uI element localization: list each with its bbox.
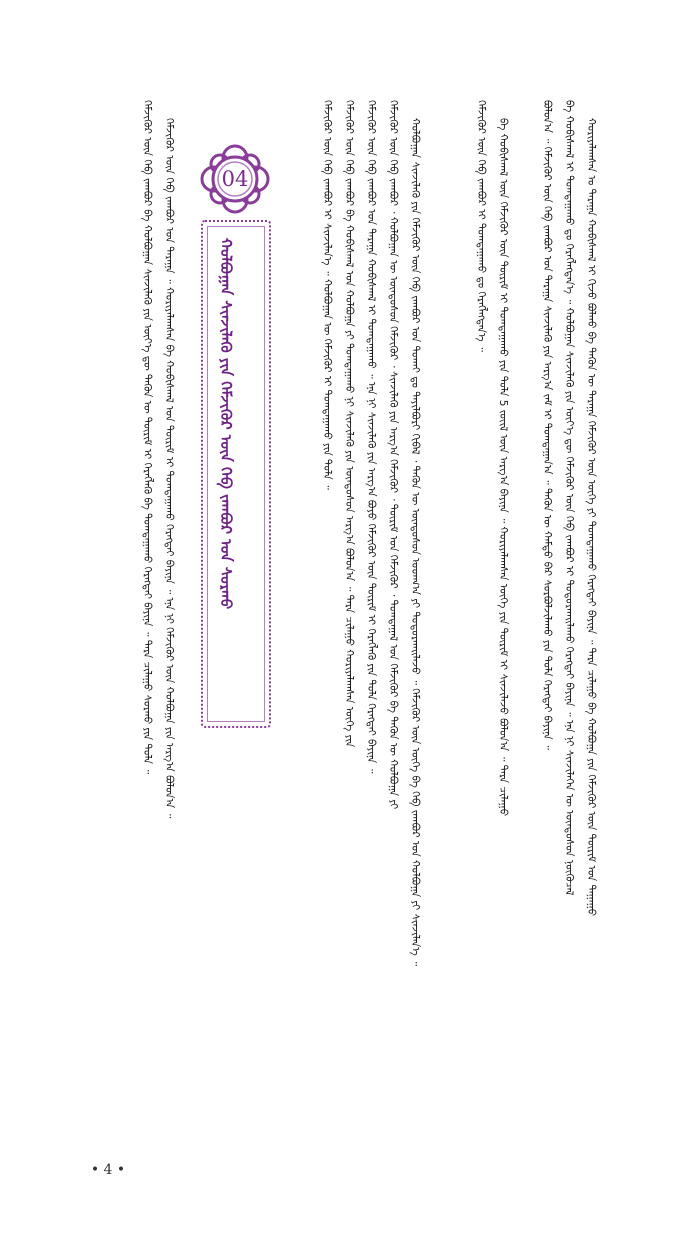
text-column: ᠬᠣᠷᠢᠶᠠᠯᠠᠭᠰᠠᠨ ᠤ ᠳᠠᠷᠠᠭᠠ ᠬᠤᠪᠢᠰᠬᠠᠯ ᠢ ᠬᠢᠵᠦ ᠪᠣᠯᠬᠤ ᠪᠠ ᠲᠡᠭᠦᠨ ᠦ ᠳᠠᠷᠠᠭᠠ ᠬᠡᠮᠵᠢᠭᠦᠷ ᠦᠨ ᠦᠭᠡ ᠶᠢ ᠲᠣᠭᠲᠠᠭᠠᠬᠤ ᠬᠡᠷᠡᠭᠲᠡᠢ ᠪᠠᠶᠢᠨᠠ ᠃ ᠲᠡᠷᠡ ᠴᠢᠯᠠᠭᠤ ᠪᠠ ᠬᠣᠯᠪᠣᠭᠠ ᠶᠢᠨ ᠬᠡᠮᠵᠢᠭᠦᠷ ᠦᠨ ᠳᠦᠷᠢᠮ ᠤᠨ ᠳᠠᠭᠠᠭᠤ bbox=[585, 118, 597, 917]
text-column: ᠪᠠ ᠬᠤᠪᠢᠰᠬᠠᠯ ᠦᠨ ᠬᠡᠮᠵᠢᠭᠦᠷ ᠦᠨ ᠳᠦᠷᠢᠮ ᠢ ᠲᠣᠭᠲᠠᠭᠠᠬᠤ ᠶᠢᠨ ᠲᠤᠯᠠ 5 ᠵᠦᠢᠯ ᠦᠨ ᠠᠷᠭ᠎ᠠ ᠪᠠᠶᠢᠨᠠ ᠃ ᠬᠣᠷᠢᠶᠠᠯᠠᠭᠰᠠᠨ ᠦᠭᠡ ᠶᠢᠨ ᠳᠦᠷᠢᠮ ᠢ ᠰᠢᠨᠵᠢᠯᠡᠵᠦ ᠪᠣᠯᠤᠨ᠎ᠠ ᠃ ᠲᠡᠷᠡ ᠴᠢᠯᠠᠭᠤ bbox=[497, 118, 509, 817]
text-column: ᠬᠡᠮᠵᠢᠭᠦᠷ ᠦᠨ ᠬᠡᠪ ᠵᠠᠭᠪᠤᠷ ᠂ ᠬᠣᠯᠪᠣᠭᠠᠨ ᠦ ᠦᠨᠳᠦᠰᠦᠨ ᠬᠡᠮᠵᠢᠭᠦᠷ ᠂ ᠰᠢᠨᠵᠢᠯᠡᠬᠦ ᠶᠢᠨ ᠠᠷᠭ᠎ᠠ ᠬᠡᠮᠵᠢᠭᠦᠷ ᠂ ᠳᠦᠷᠢᠮ ᠤᠨ ᠬᠡᠮᠵᠢᠭᠦᠷ ᠂ ᠲᠣᠭᠲᠠᠭᠠᠯ ᠤᠨ ᠬᠡᠮᠵᠢᠭᠦᠷ ᠪᠠ ᠲᠡᠭᠦᠨ ᠦ ᠬᠣᠯᠪᠣᠭᠠ ᠶᠢ bbox=[387, 100, 399, 810]
chapter-number: 04 bbox=[221, 167, 249, 191]
text-column: ᠬᠡᠮᠵᠢᠭᠦᠷ ᠦᠨ ᠬᠡᠪ ᠵᠠᠭᠪᠤᠷ ᠢ ᠰᠢᠨᠵᠢᠯᠡᠨ᠎ᠡ ᠃ ᠬᠣᠯᠪᠣᠭᠠᠨ ᠦ ᠬᠡᠮᠵᠢᠭᠦᠷ ᠢ ᠲᠣᠭᠲᠠᠭᠠᠬᠤ ᠶᠢᠨ ᠲᠤᠯᠠ ᠃ bbox=[321, 100, 333, 490]
text-column: ᠬᠡᠮᠵᠢᠭᠦᠷ ᠦᠨ ᠬᠡᠪ ᠵᠠᠭᠪᠤᠷ ᠤᠨ ᠳᠠᠷᠠᠭᠠ ᠬᠤᠪᠢᠰᠬᠠᠯ ᠢ ᠲᠣᠭᠲᠠᠭᠠᠬᠤ ᠃ ᠡᠨᠡ ᠨᠢ ᠰᠢᠨᠵᠢᠯᠡᠬᠦ ᠶᠢᠨ ᠠᠷᠭ᠎ᠠ ᠪᠤᠶᠤ ᠬᠡᠮᠵᠢᠭᠦᠷ ᠦᠨ ᠳᠦᠷᠢᠮ ᠢ ᠬᠡᠷᠡᠭᠯᠡᠬᠦ ᠶᠢᠨ ᠲᠤᠯᠠ ᠬᠡᠷᠡᠭᠲᠡᠢ ᠪᠠᠶᠢᠨᠠ ᠃ bbox=[365, 100, 377, 774]
chapter-badge bbox=[198, 142, 272, 216]
page-number: • 4 • bbox=[90, 1162, 126, 1178]
text-column: ᠪᠣᠯᠤᠨ᠎ᠠ ᠃ ᠬᠡᠮᠵᠢᠭᠦᠷ ᠦᠨ ᠬᠡᠪ ᠵᠠᠭᠪᠤᠷ ᠤᠨ ᠳᠠᠷᠠᠭᠠ ᠰᠢᠨᠵᠢᠯᠡᠬᠦ ᠶᠢᠨ ᠠᠷᠭ᠎ᠠ ᠵᠠᠮ ᠢ ᠲᠣᠭᠲᠠᠭᠠᠨ᠎ᠠ ᠃ ᠲᠡᠭᠦᠨ ᠦ ᠬᠠᠮᠲᠤ ᠪᠡᠷ ᠰᠤᠷᠪᠤᠯᠵᠢᠯᠠᠬᠤ ᠶᠢᠨ ᠲᠤᠯᠠ ᠬᠡᠷᠡᠭᠲᠡᠢ ᠪᠠᠶᠢᠨᠠ ᠃ bbox=[541, 100, 553, 750]
text-column: ᠬᠡᠮᠵᠢᠭᠦᠷ ᠦᠨ ᠬᠡᠪ ᠵᠠᠭᠪᠤᠷ ᠢ ᠲᠣᠭᠲᠠᠭᠠᠬᠤ ᠳᠤ ᠬᠡᠷᠡᠭᠯᠡᠭᠳᠡᠨ᠎ᠡ ᠃ bbox=[475, 100, 487, 352]
chapter-title-frame bbox=[201, 220, 271, 728]
text-column: ᠬᠡᠮᠵᠢᠭᠦᠷ ᠦᠨ ᠬᠡᠪ ᠵᠠᠭᠪᠤᠷ ᠪᠠ ᠬᠣᠯᠪᠣᠭᠠᠨ ᠰᠢᠨᠵᠢᠯᠡᠬᠦ ᠶᠢᠨ ᠦᠶ᠎ᠡ ᠳᠦ ᠲᠡᠭᠦᠨ ᠦ ᠳᠦᠷᠢᠮ ᠢ ᠬᠡᠷᠡᠭᠯᠡᠬᠦ ᠪᠠ ᠲᠣᠭᠲᠠᠭᠠᠬᠤ ᠬᠡᠷᠡᠭᠲᠡᠢ ᠪᠠᠶᠢᠨᠠ ᠃ ᠲᠡᠷᠡ ᠴᠢᠯᠠᠭᠤ ᠰᠤᠷᠬᠤ ᠶᠢᠨ ᠲᠤᠯᠠ ᠃ bbox=[141, 100, 153, 775]
text-column: ᠬᠣᠯᠪᠣᠭᠠᠨ ᠰᠢᠨᠵᠢᠯᠡᠬᠦ ᠶᠢᠨ ᠬᠡᠮᠵᠢᠭᠦᠷ ᠦᠨ ᠬᠡᠪ ᠵᠠᠭᠪᠤᠷ ᠤᠨ ᠲᠤᠬᠠᠢ ᠳᠤ ᠲᠠᠶᠢᠯᠪᠤᠷᠢ ᠬᠢᠪᠡᠯ ᠂ ᠲᠡᠭᠦᠨ ᠦ ᠦᠨᠳᠦᠰᠦᠨ ᠤᠳᠬ᠎ᠠ ᠶᠢ ᠲᠣᠳᠣᠷᠬᠠᠢᠯᠠᠵᠤ ᠃ ᠬᠡᠮᠵᠢᠭᠦᠷ ᠦᠨ ᠦᠭᠡ ᠪᠠ ᠬᠡᠪ ᠵᠠᠭᠪᠤᠷ ᠤᠨ ᠬᠣᠯᠪᠣᠭᠠ ᠶᠢ ᠰᠢᠨᠵᠢᠯᠡᠨ᠎ᠡ ᠃ bbox=[409, 118, 421, 967]
text-column: ᠬᠡᠮᠵᠢᠭᠦᠷ ᠦᠨ ᠬᠡᠪ ᠵᠠᠭᠪᠤᠷ ᠪᠠ ᠬᠤᠪᠢᠰᠬᠠᠯ ᠤᠨ ᠬᠣᠯᠪᠣᠭᠠ ᠶᠢ ᠲᠣᠭᠲᠠᠭᠠᠬᠤ ᠨᠢ ᠰᠢᠨᠵᠢᠯᠡᠬᠦ ᠶᠢᠨ ᠦᠨᠳᠦᠰᠦᠨ ᠠᠷᠭ᠎ᠠ ᠪᠣᠯᠤᠨ᠎ᠠ ᠃ ᠲᠡᠷᠡ ᠴᠢᠯᠠᠭᠤ ᠬᠣᠷᠢᠶᠠᠯᠠᠭᠰᠠᠨ ᠦᠭᠡ ᠶᠢᠨ bbox=[343, 100, 355, 748]
text-column: ᠬᠡᠮᠵᠢᠭᠦᠷ ᠦᠨ ᠬᠡᠪ ᠵᠠᠭᠪᠤᠷ ᠤᠨ ᠳᠠᠷᠠᠭᠠ ᠃ ᠬᠣᠷᠢᠶᠠᠯᠠᠭᠰᠠᠨ ᠪᠠ ᠬᠤᠪᠢᠰᠬᠠᠯ ᠤᠨ ᠳᠦᠷᠢᠮ ᠢ ᠲᠣᠭᠲᠠᠭᠠᠬᠤ ᠬᠡᠷᠡᠭᠲᠡᠢ ᠪᠠᠶᠢᠨᠠ ᠃ ᠡᠨᠡ ᠨᠢ ᠬᠡᠮᠵᠢᠭᠦᠷ ᠦᠨ ᠬᠣᠯᠪᠣᠭᠠ ᠶᠢᠨ ᠠᠷᠭ᠎ᠠ ᠪᠣᠯᠤᠨ᠎ᠠ ᠃ bbox=[163, 118, 175, 819]
chapter-title: ᠬᠣᠯᠪᠣᠭᠠᠨ ᠰᠢᠨᠵᠢᠯᠡᠬᠦ ᠶᠢᠨ ᠬᠡᠮᠵᠢᠭᠦᠷ ᠦᠨ ᠬᠡᠪ ᠵᠠᠭᠪᠤᠷ ᠤᠨ ᠰᠤᠷᠬᠤ bbox=[217, 238, 235, 610]
text-column: ᠪᠠ ᠬᠤᠪᠢᠰᠬᠠᠯ ᠢ ᠲᠣᠭᠲᠠᠭᠠᠬᠤ ᠳᠤ ᠬᠡᠷᠡᠭᠯᠡᠭᠳᠡᠨ᠎ᠡ ᠃ ᠬᠣᠯᠪᠣᠭᠠᠨ ᠰᠢᠨᠵᠢᠯᠡᠬᠦ ᠶᠢᠨ ᠦᠶ᠎ᠡ ᠳᠦ ᠬᠡᠮᠵᠢᠭᠦᠷ ᠦᠨ ᠬᠡᠪ ᠵᠠᠭᠪᠤᠷ ᠢ ᠲᠣᠳᠣᠷᠬᠠᠢᠯᠠᠬᠤ ᠬᠡᠷᠡᠭᠲᠡᠢ ᠪᠠᠶᠢᠨᠠ ᠃ ᠡᠨᠡ ᠨᠢ ᠰᠢᠨᠵᠢᠯᠡᠭᠡᠨ ᠦ ᠦᠨᠳᠦᠰᠦᠨ ᠨᠦᠬᠦᠴᠡᠯ bbox=[563, 100, 575, 896]
